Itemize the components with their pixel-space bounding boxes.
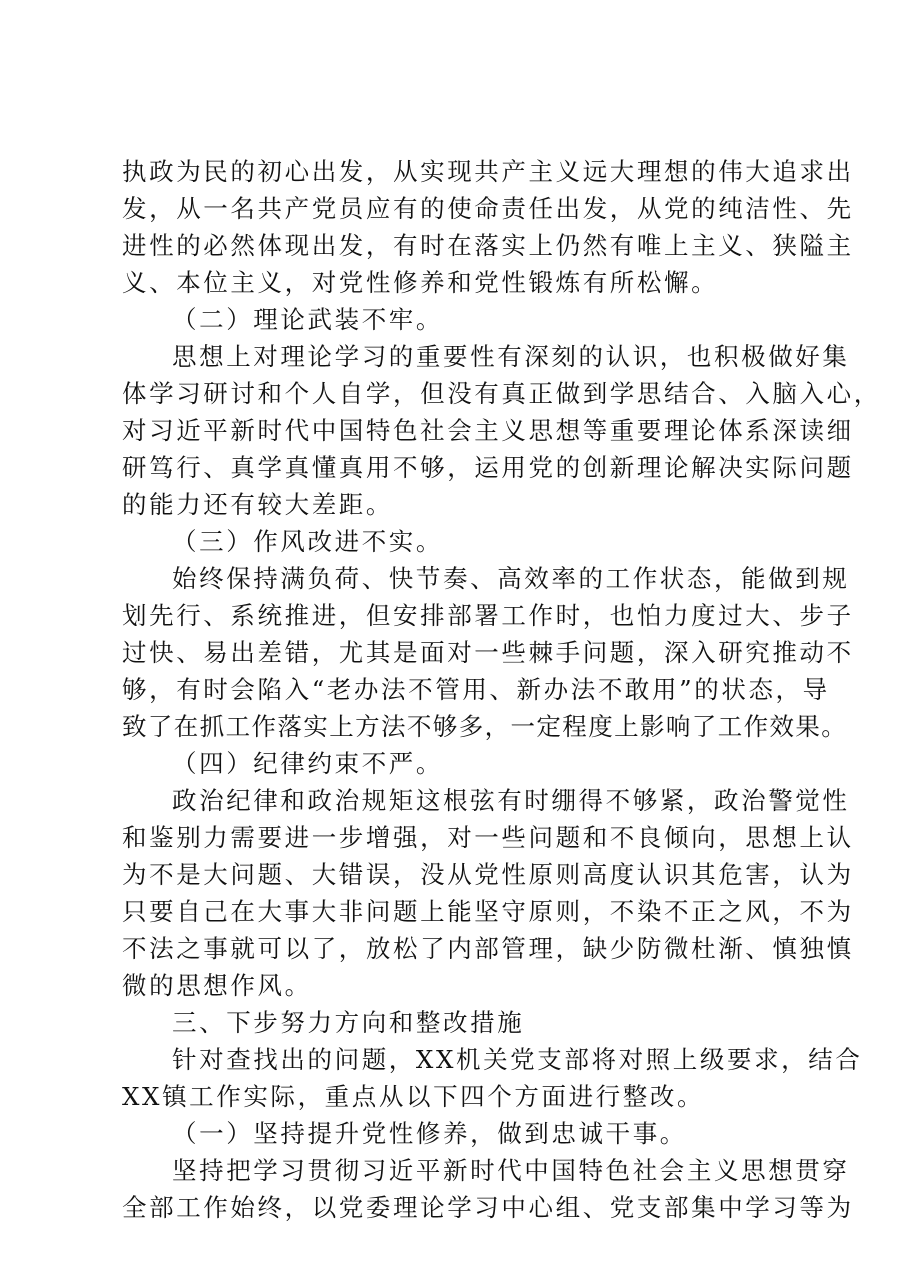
section-heading: 三、下步努力方向和整改措施 xyxy=(172,1008,525,1037)
text-line: 过快、易出差错，尤其是面对一些棘手问题，深入研究推动不 xyxy=(122,638,854,667)
text-line: 执政为民的初心出发，从实现共产主义远大理想的伟大追求出 xyxy=(122,157,854,186)
text-line: 研笃行、真学真懂真用不够，运用党的创新理论解决实际问题 xyxy=(122,453,854,482)
paragraph-first-line: 坚持把学习贯彻习近平新时代中国特色社会主义思想贯穿 xyxy=(172,1156,850,1185)
text-line: 的能力还有较大差距。 xyxy=(122,490,393,519)
text-line: 微的思想作风。 xyxy=(122,971,312,1000)
section-heading: （二）理论武装不牢。 xyxy=(172,305,443,334)
text-line: 和鉴别力需要进一步增强，对一些问题和不良倾向，思想上认 xyxy=(122,823,854,852)
text-line: 进性的必然体现出发，有时在落实上仍然有唯上主义、狭隘主 xyxy=(122,231,854,260)
paragraph-first-line: 思想上对理论学习的重要性有深刻的认识，也积极做好集 xyxy=(172,342,850,371)
section-heading: （三）作风改进不实。 xyxy=(172,527,443,556)
text-line: 够，有时会陷入“老办法不管用、新办法不敢用”的状态，导 xyxy=(122,675,830,704)
text-line: 体学习研讨和个人自学，但没有真正做到学思结合、入脑入心， xyxy=(122,379,881,408)
paragraph-first-line: 始终保持满负荷、快节奏、高效率的工作状态，能做到规 xyxy=(172,564,850,593)
text-line: 只要自己在大事大非问题上能坚守原则，不染不正之风，不为 xyxy=(122,897,854,926)
text-line: 全部工作始终，以党委理论学习中心组、党支部集中学习等为 xyxy=(122,1193,854,1222)
text-line: 划先行、系统推进，但安排部署工作时，也怕力度过大、步子 xyxy=(122,601,854,630)
text-line: 对习近平新时代中国特色社会主义思想等重要理论体系深读细 xyxy=(122,416,854,445)
section-heading: （一）坚持提升党性修养，做到忠诚干事。 xyxy=(172,1119,687,1148)
text-line: 义、本位主义，对党性修养和党性锻炼有所松懈。 xyxy=(122,268,719,297)
text-line: 不法之事就可以了，放松了内部管理，缺少防微杜渐、慎独慎 xyxy=(122,934,854,963)
section-heading: （四）纪律约束不严。 xyxy=(172,749,443,778)
text-line: 发，从一名共产党员应有的使命责任出发，从党的纯洁性、先 xyxy=(122,194,854,223)
paragraph-first-line: 针对查找出的问题，XX机关党支部将对照上级要求，结合 xyxy=(172,1045,863,1074)
text-line: 为不是大问题、大错误，没从党性原则高度认识其危害，认为 xyxy=(122,860,854,889)
text-line: XX镇工作实际，重点从以下四个方面进行整改。 xyxy=(122,1082,705,1111)
text-line: 致了在抓工作落实上方法不够多，一定程度上影响了工作效果。 xyxy=(122,712,848,741)
paragraph-first-line: 政治纪律和政治规矩这根弦有时绷得不够紧，政治警觉性 xyxy=(172,786,850,815)
